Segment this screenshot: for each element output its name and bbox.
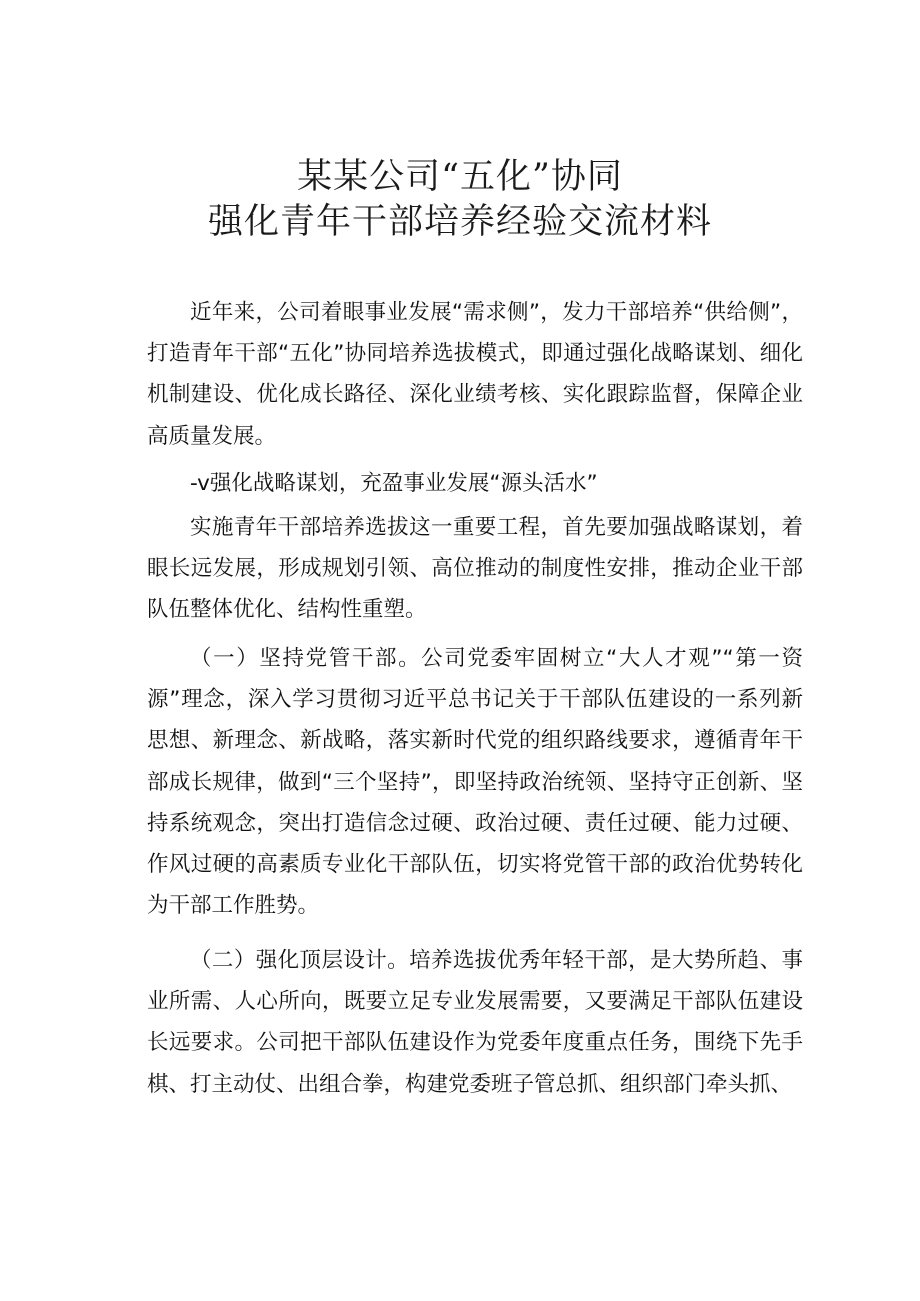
item-1-paragraph — [147, 638, 803, 926]
document-title-line-2: 强化青年干部培养经验交流材料 — [207, 202, 712, 242]
intro-paragraph — [147, 292, 803, 457]
intro-text: 近年来，公司着眼事业发展“需求侧”，发力干部培养“供给侧”，打造青年干部“五化”协同培养选拔模式，即通过强化战略谋划、细化机制建设、优化成长路径、深化业绩考核、实化跟踪监督，保障企业高质量发展。 — [147, 300, 803, 449]
item-2-paragraph — [147, 940, 803, 1105]
item-1-text: （一）坚持党管干部。公司党委牢固树立“大人才观”“第一资源”理念，深入学习贯彻习近平总书记关于干部队伍建设的一系列新思想、新理念、新战略，落实新时代党的组织路线要求，遵循青年干部成长规律，做到“三个坚持”，即坚持政治统领、坚持守正创新、坚持系统观念，突出打造信念过硬、政治过硬、责任过硬、能力过硬、作风过硬的高素质专业化干部队伍，切实将党管干部的政治优势转化为干部工作胜势。 — [147, 646, 803, 919]
item-2-text: （二）强化顶层设计。培养选拔优秀年轻干部，是大势所趋、事业所需、人心所向，既要立足专业发展需要，又要满足干部队伍建设长远要求。公司把干部队伍建设作为党委年度重点任务，围绕下先手棋、打主动仗、出组合拳，构建党委班子管总抓、组织部门牵头抓、 — [147, 948, 803, 1097]
section-1-heading-text: -v强化战略谋划，充盈事业发展“源头活水” — [190, 471, 598, 496]
section-1-heading — [147, 463, 803, 504]
document-title-line-1: 某某公司“五化”协同 — [297, 157, 623, 197]
section-1-paragraph — [147, 507, 803, 631]
section-1-text: 实施青年干部培养选拔这一重要工程，首先要加强战略谋划，着眼长远发展，形成规划引领、高位推动的制度性安排，推动企业干部队伍整体优化、结构性重塑。 — [147, 515, 803, 623]
